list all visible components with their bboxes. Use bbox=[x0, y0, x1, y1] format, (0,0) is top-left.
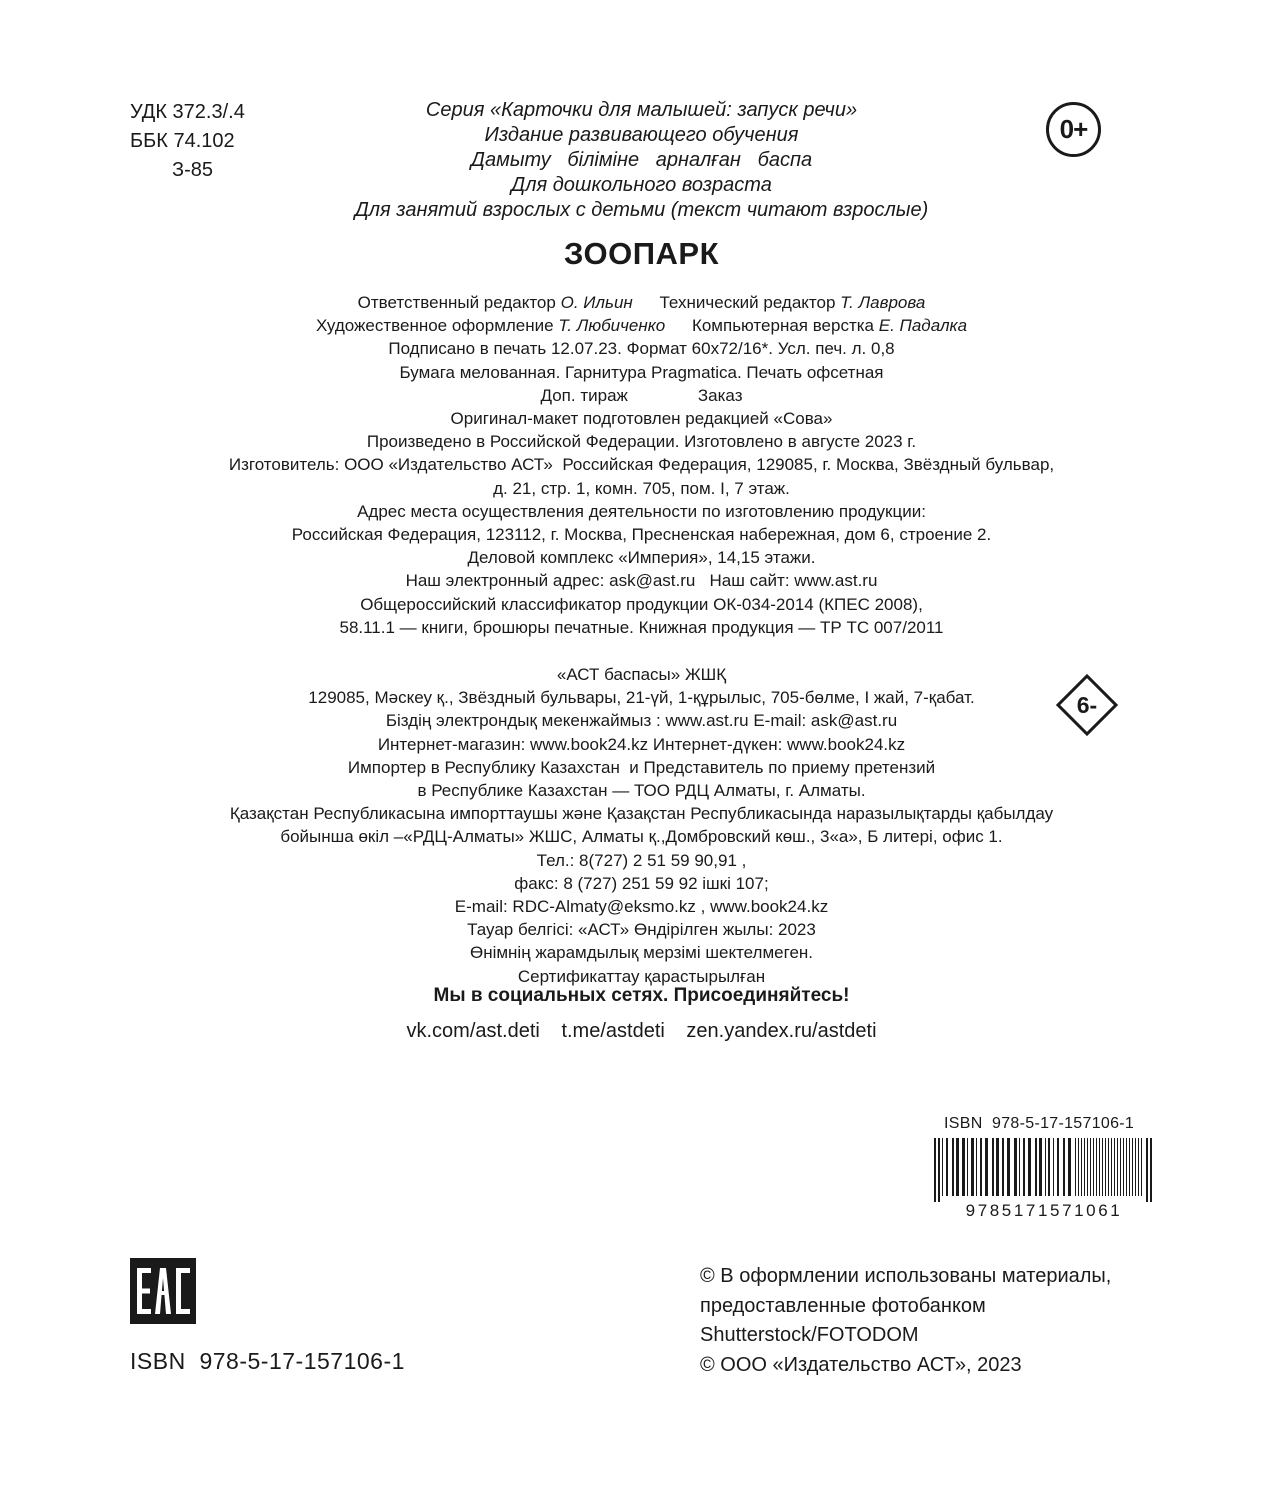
book-title: ЗООПАРК bbox=[563, 236, 719, 271]
barcode-bar bbox=[1150, 1138, 1152, 1202]
order-label: Заказ bbox=[697, 385, 743, 405]
eac-mark-icon bbox=[130, 1258, 196, 1324]
series-line: Серия «Карточки для малышей: запуск речи» bbox=[425, 99, 858, 121]
barcode-icon bbox=[930, 1136, 1158, 1218]
barcode-bar bbox=[1129, 1138, 1130, 1196]
kz-line: Интернет-магазин: www.book24.kz Интернет-дүкен: www.book24.kz bbox=[377, 734, 906, 754]
barcode-bar bbox=[1063, 1138, 1065, 1196]
vk-link[interactable]: vk.com/ast.deti bbox=[406, 1020, 540, 1042]
imprint-line: Изготовитель: ООО «Издательство АСТ» Российская Федерация, 129085, г. Москва, Звёздный бульвар, bbox=[228, 455, 1055, 475]
barcode-bar bbox=[992, 1138, 994, 1196]
age-rating-6-badge bbox=[1063, 681, 1111, 729]
kz-line: 129085, Мәскеу қ., Звёздный бульвары, 21-үй, 1-құрылыс, 705-бөлме, I жай, 7-қабат. bbox=[308, 688, 975, 708]
barcode-bar bbox=[1002, 1138, 1004, 1196]
barcode-bar bbox=[1023, 1138, 1025, 1196]
kz-line: в Республике Казахстан — ТОО РДЦ Алматы, г. Алматы. bbox=[417, 781, 866, 801]
print-run-line bbox=[0, 384, 1283, 407]
barcode-bar bbox=[971, 1138, 974, 1196]
barcode-isbn: ISBN 978-5-17-157106-1 bbox=[944, 1115, 1135, 1132]
barcode-bar bbox=[1048, 1138, 1050, 1196]
imprint-line: Бумага мелованная. Гарнитура Pragmatica. Печать офсетная bbox=[399, 362, 884, 382]
barcode-bar bbox=[996, 1138, 999, 1196]
barcode-bar bbox=[1081, 1138, 1082, 1196]
editor-name: О. Ильин bbox=[560, 293, 633, 312]
kz-line: Өнімнің жарамдылық мерзімі шектелмеген. bbox=[469, 943, 814, 963]
age-rating-6-text: 6- bbox=[1076, 691, 1098, 718]
barcode-bar bbox=[1132, 1138, 1133, 1196]
social-heading: Мы в социальных сетях. Присоединяйтесь! bbox=[433, 985, 850, 1006]
kz-line: Қазақстан Республикасына импорттаушы және Қазақстан Республикасында наразылықтарды қабылдау bbox=[229, 804, 1054, 824]
series-line: Издание развивающего обучения bbox=[484, 124, 799, 146]
design-name: Т. Любиченко bbox=[558, 316, 666, 336]
barcode-bar bbox=[956, 1138, 959, 1196]
age-rating-badge: 0+ bbox=[1046, 102, 1101, 157]
isbn-bottom: ISBN 978-5-17-157106-1 bbox=[130, 1348, 405, 1374]
staff-line-1 bbox=[0, 291, 1283, 314]
zen-link[interactable]: zen.yandex.ru/astdeti bbox=[686, 1020, 877, 1042]
barcode-bar bbox=[1053, 1138, 1054, 1196]
kz-line: E-mail: RDC-Almaty@eksmo.kz , www.book24.kz bbox=[454, 897, 829, 917]
barcode-bar bbox=[980, 1138, 982, 1196]
barcode-bar bbox=[1111, 1138, 1112, 1196]
series-line: Для дошкольного возраста bbox=[511, 174, 772, 196]
staff-line-2 bbox=[0, 314, 1283, 337]
barcode-bar bbox=[1019, 1138, 1020, 1196]
series-line: Для занятий взрослых с детьми (текст читают взрослые) bbox=[354, 199, 929, 221]
imprint-block bbox=[0, 291, 1283, 639]
copyright-block bbox=[700, 1262, 1111, 1380]
imprint-line: Произведено в Российской Федерации. Изготовлено в августе 2023 г. bbox=[366, 432, 917, 452]
barcode-bar bbox=[1039, 1138, 1042, 1196]
barcode-bar bbox=[942, 1138, 943, 1196]
imprint-line: Российская Федерация, 123112, г. Москва, Пресненская набережная, дом 6, строение 2. bbox=[291, 525, 992, 545]
barcode-bar bbox=[1138, 1138, 1139, 1196]
barcode-bar bbox=[938, 1138, 940, 1202]
kz-line: Импортер в Республику Казахстан и Представитель по приему претензий bbox=[347, 757, 936, 777]
barcode-bar bbox=[1093, 1138, 1094, 1196]
tech-editor-name: Т. Лаврова bbox=[840, 293, 926, 312]
barcode-bar bbox=[1068, 1138, 1071, 1196]
barcode-bar bbox=[1078, 1138, 1079, 1196]
barcode-bar bbox=[1114, 1138, 1115, 1196]
barcode-bar bbox=[934, 1138, 936, 1202]
udk-code: УДК 372.3/.4 bbox=[130, 101, 245, 123]
barcode-bar bbox=[1007, 1138, 1010, 1196]
kz-line: Сертификаттау қарастырылған bbox=[517, 966, 766, 986]
barcode-bar bbox=[967, 1138, 968, 1196]
layout-label: Компьютерная верстка bbox=[691, 316, 875, 336]
barcode-bar bbox=[1135, 1138, 1136, 1196]
imprint-line: Подписано в печать 12.07.23. Формат 60х72/16*. Усл. печ. л. 0,8 bbox=[388, 339, 895, 359]
barcode-bar bbox=[1057, 1138, 1059, 1196]
imprint-line: 58.11.1 — книги, брошюры печатные. Книжная продукция — ТР ТС 007/2011 bbox=[339, 617, 944, 637]
series-line: Дамыту біліміне арналған баспа bbox=[470, 149, 813, 171]
barcode-bar bbox=[1090, 1138, 1091, 1196]
barcode-bar bbox=[1102, 1138, 1103, 1196]
barcode-bar bbox=[1123, 1138, 1124, 1196]
imprint-line: д. 21, стр. 1, комн. 705, пом. I, 7 этаж. bbox=[493, 478, 790, 498]
telegram-link[interactable]: t.me/astdeti bbox=[561, 1020, 665, 1042]
tech-editor-label: Технический редактор bbox=[659, 293, 836, 312]
barcode-bar bbox=[1126, 1138, 1127, 1196]
barcode-bar bbox=[1075, 1138, 1076, 1196]
kz-line: Біздің электрондық мекенжаймыз : www.ast.ru E-mail: ask@ast.ru bbox=[385, 711, 898, 731]
social-links bbox=[0, 1020, 1283, 1043]
barcode-bar bbox=[1084, 1138, 1085, 1196]
imprint-line: Адрес места осуществления деятельности по изготовлению продукции: bbox=[357, 501, 926, 521]
barcode-bar bbox=[952, 1138, 954, 1196]
barcode-bar bbox=[1087, 1138, 1088, 1196]
imprint-line: Деловой комплекс «Империя», 14,15 этажи. bbox=[467, 548, 816, 568]
barcode-bar bbox=[1108, 1138, 1109, 1196]
barcode-bar bbox=[1146, 1138, 1148, 1202]
barcode-digits: 9785171571061 bbox=[965, 1201, 1123, 1218]
barcode-bar bbox=[1014, 1138, 1017, 1196]
design-label: Художественное оформление bbox=[315, 316, 554, 336]
editor-label: Ответственный редактор bbox=[357, 293, 556, 312]
kz-line: Тауар белгісі: «АСТ» Өндірілген жылы: 2023 bbox=[467, 920, 816, 940]
imprint-line: Общероссийский классификатор продукции ОК-034-2014 (КПЕС 2008), bbox=[360, 594, 923, 614]
barcode-bar bbox=[1120, 1138, 1121, 1196]
copyright-line: предоставленные фотобанком bbox=[700, 1294, 986, 1317]
layout-name: Е. Падалка bbox=[878, 316, 968, 336]
copyright-line: © В оформлении использованы материалы, bbox=[700, 1265, 1112, 1287]
barcode-bar bbox=[976, 1138, 977, 1196]
barcode-bar bbox=[1141, 1138, 1142, 1196]
barcode-bar bbox=[946, 1138, 948, 1196]
kz-line: бойынша өкіл –«РДЦ-Алматы» ЖШС, Алматы қ.,Домбровский көш., 3«а», Б литері, офис 1. bbox=[280, 827, 1003, 847]
kz-line: «АСТ баспасы» ЖШҚ bbox=[556, 665, 727, 684]
barcode-bar bbox=[1117, 1138, 1118, 1196]
barcode-bar bbox=[1028, 1138, 1031, 1196]
kz-line: Тел.: 8(727) 2 51 59 90,91 , bbox=[536, 850, 747, 870]
barcode-bar bbox=[1105, 1138, 1106, 1196]
imprint-line: Наш электронный адрес: ask@ast.ru Наш сайт: www.ast.ru bbox=[405, 571, 878, 591]
barcode-bar bbox=[1035, 1138, 1037, 1196]
barcode-bar bbox=[962, 1138, 965, 1196]
copyright-line: © ООО «Издательство АСТ», 2023 bbox=[700, 1353, 1022, 1376]
barcode-bar bbox=[1096, 1138, 1097, 1196]
barcode-bar bbox=[1045, 1138, 1046, 1196]
author-mark: З-85 bbox=[172, 159, 213, 181]
barcode-bar bbox=[985, 1138, 988, 1196]
imprint-line: Оригинал-макет подготовлен редакцией «Сова» bbox=[450, 409, 833, 429]
barcode-bar bbox=[1099, 1138, 1100, 1196]
bbk-code: ББК 74.102 bbox=[130, 130, 235, 152]
kz-line: факс: 8 (727) 251 59 92 ішкі 107; bbox=[514, 873, 769, 893]
copyright-line: Shutterstock/FOTODOM bbox=[700, 1324, 919, 1346]
print-run-label: Доп. тираж bbox=[540, 385, 628, 405]
